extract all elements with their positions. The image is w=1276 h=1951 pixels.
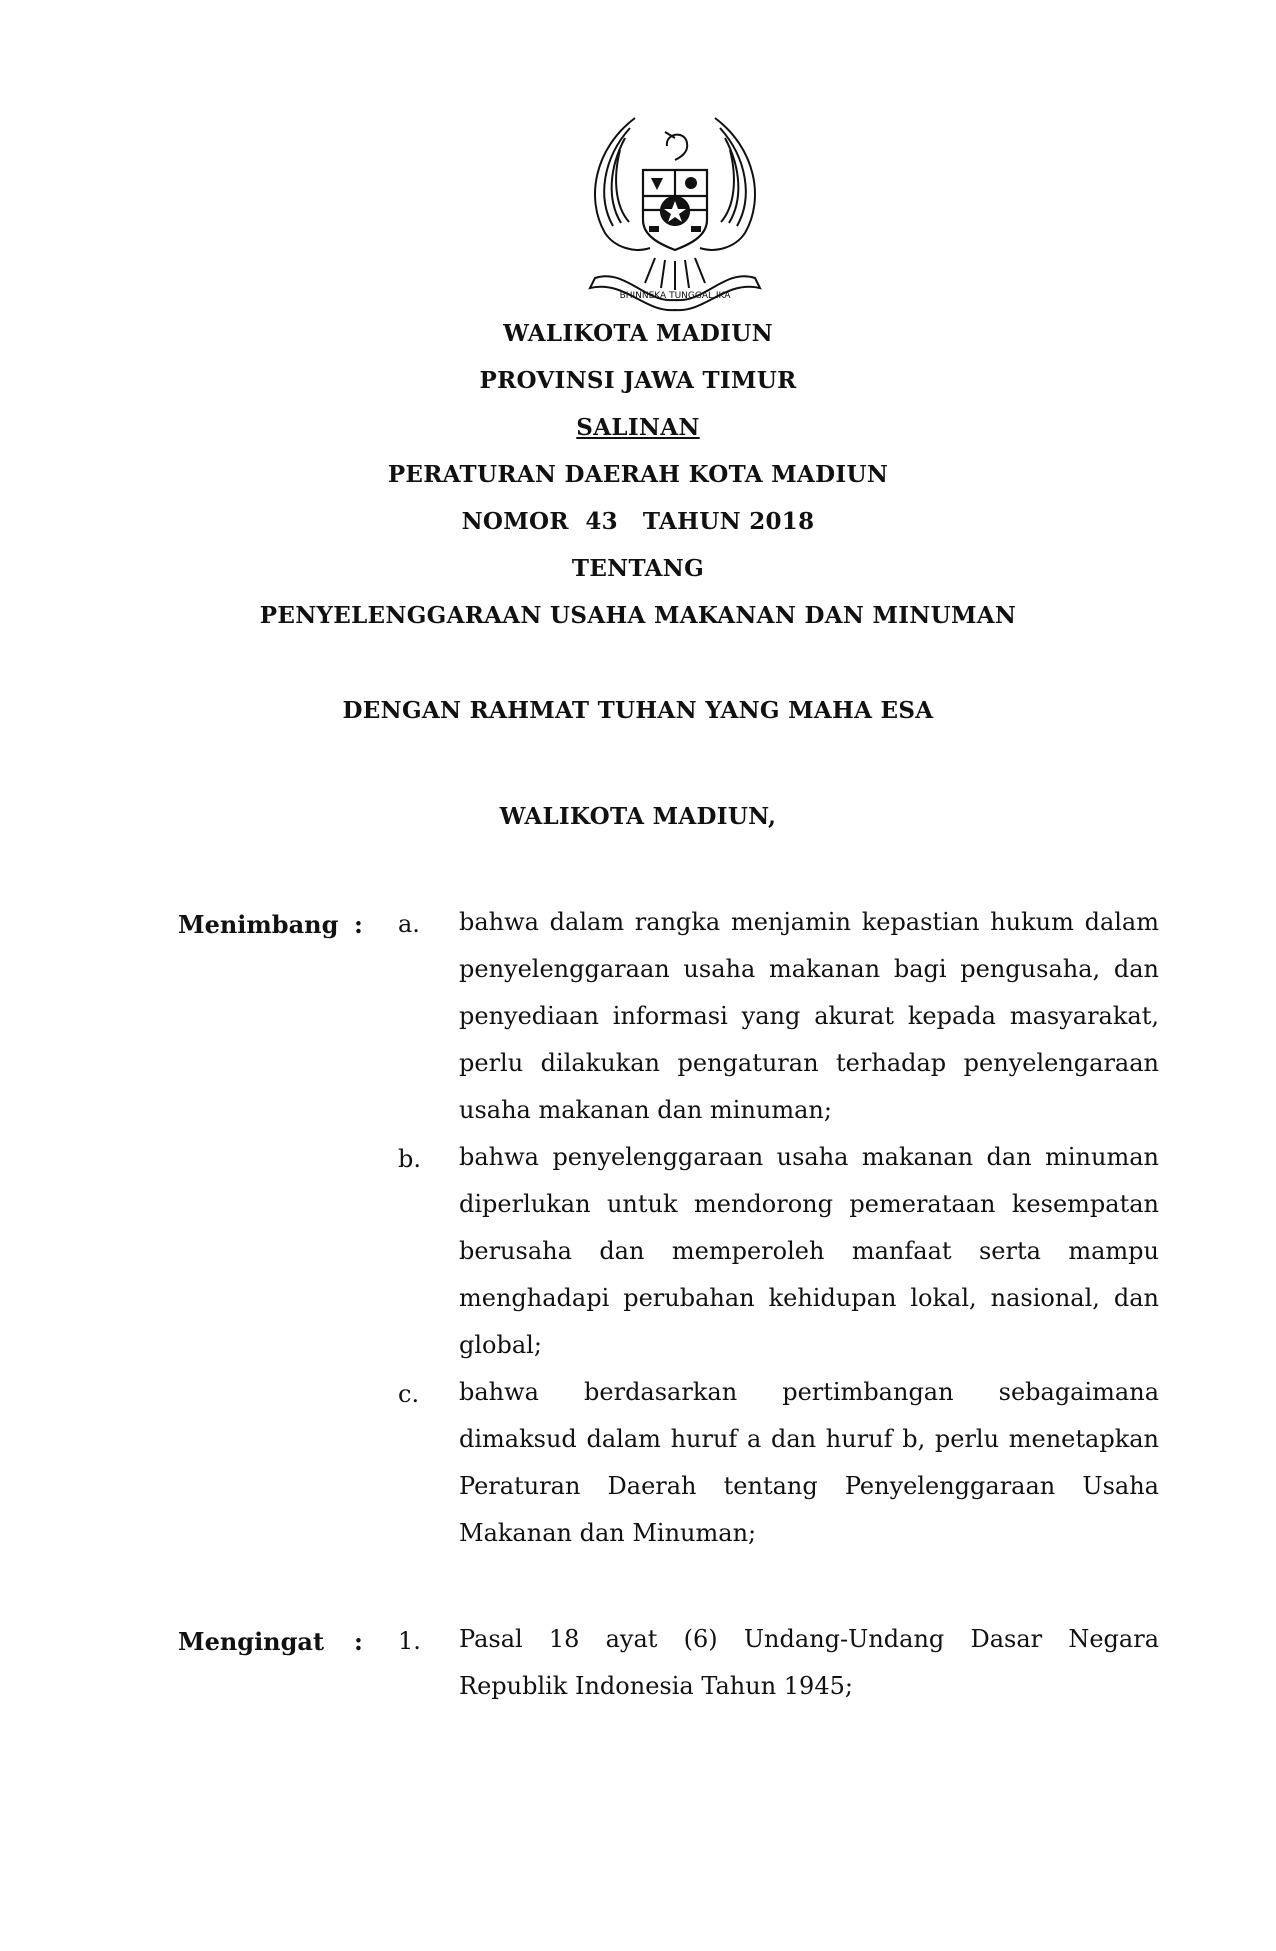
about-label: TENTANG <box>571 555 705 582</box>
menimbang-item-b: bahwa penyelenggaraan usaha makanan dan minuman diperlukan untuk mendorong pemerataan kesempatan berusaha dan memperoleh manfaat serta mampu menghadapi perubahan kehidupan lokal, nasional, dan global; <box>459 1143 1159 1359</box>
menimbang-item-a: bahwa dalam rangka menjamin kepastian hukum dalam penyelenggaraan usaha makanan bagi pengusaha, dan penyediaan informasi yang akurat kepada masyarakat, perlu dilakukan pengaturan terhadap penyelengaraan usaha makanan dan minuman; <box>459 908 1159 1124</box>
garuda-emblem <box>575 108 775 313</box>
regulation-title: PERATURAN DAERAH KOTA MADIUN <box>387 461 889 488</box>
preamble: DENGAN RAHMAT TUHAN YANG MAHA ESA <box>342 697 934 724</box>
province-title: PROVINSI JAWA TIMUR <box>479 367 797 394</box>
regulation-number: NOMOR 43 TAHUN 2018 <box>461 508 815 535</box>
menimbang-item-c: bahwa berdasarkan pertimbangan sebagaimana dimaksud dalam huruf a dan huruf b, perlu menetapkan Peraturan Daerah tentang Penyelenggaraan Usaha Makanan dan Minuman; <box>459 1378 1159 1547</box>
copy-mark <box>0 414 1276 441</box>
menimbang-colon: : <box>354 910 363 939</box>
menimbang-label: Menimbang <box>178 910 339 939</box>
issuer-title: WALIKOTA MADIUN <box>503 320 773 347</box>
emblem-motto: BHINNEKA TUNGGAL IKA <box>619 291 731 301</box>
garuda-icon <box>575 108 775 313</box>
mengingat-colon: : <box>354 1627 363 1656</box>
mengingat-item-1: Pasal 18 ayat (6) Undang-Undang Dasar Negara Republik Indonesia Tahun 1945; <box>459 1625 1159 1700</box>
mengingat-label: Mengingat <box>178 1627 325 1656</box>
menimbang-marker-a: a. <box>398 910 420 938</box>
menimbang-marker-b: b. <box>398 1145 421 1173</box>
mengingat-marker-1: 1. <box>398 1627 421 1655</box>
menimbang-marker-c: c. <box>398 1380 420 1408</box>
regulation-subject: PENYELENGGARAAN USAHA MAKANAN DAN MINUMAN <box>259 602 1017 629</box>
authority: WALIKOTA MADIUN, <box>499 803 777 830</box>
copy-mark-text: SALINAN <box>576 414 700 441</box>
